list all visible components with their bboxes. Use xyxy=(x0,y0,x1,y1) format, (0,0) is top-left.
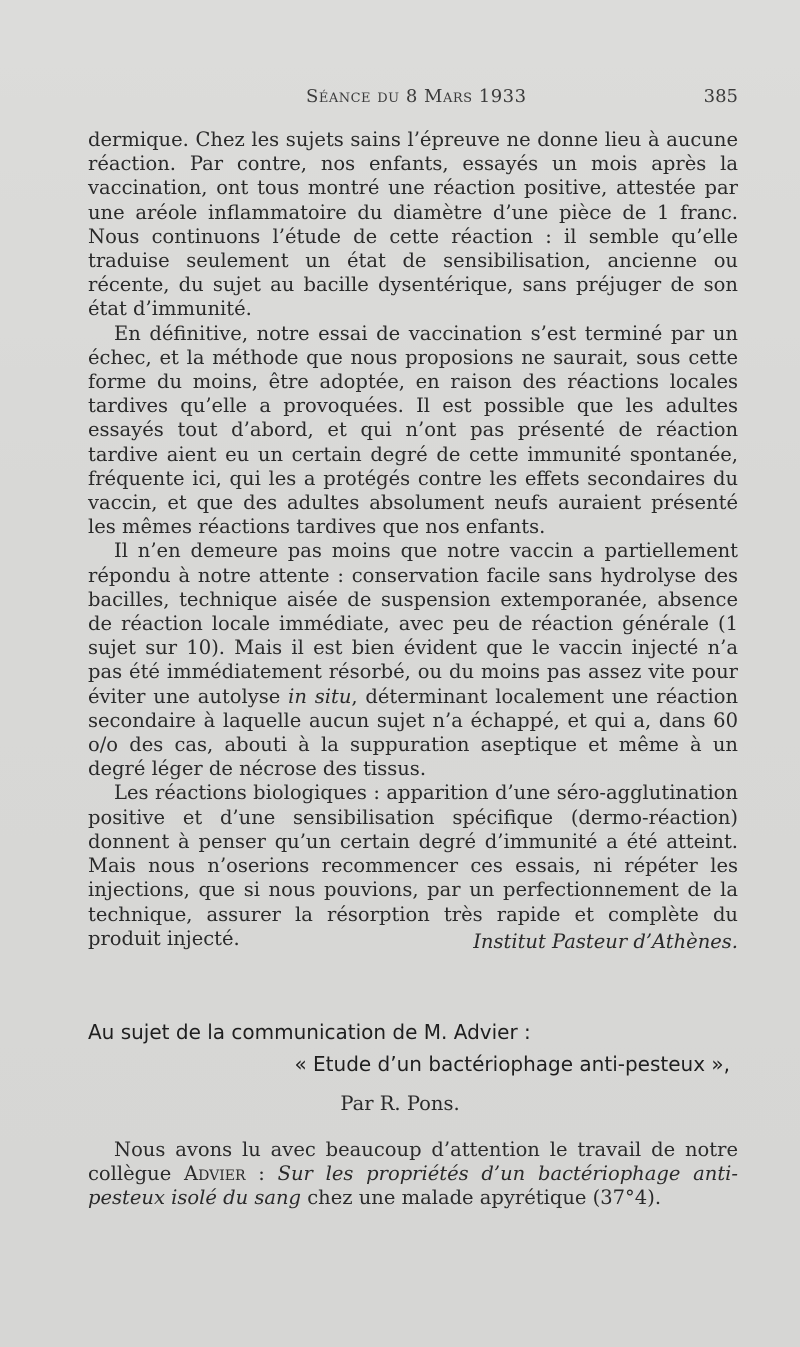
running-header xyxy=(88,86,738,116)
article-title xyxy=(88,1016,738,1080)
signature: Institut Pasteur d’Athènes. xyxy=(473,930,738,953)
paragraph-text: Nous avons lu avec beaucoup d’attention le travail de notre collègue xyxy=(88,1138,738,1186)
paragraph: En définitive, notre essai de vaccination s’est terminé par un échec, et la méthode que nous proposions ne saurait, sous cette forme du moins, être adoptée, en raison des réactions locales tardives qu’elle a provoquées. Il est possible que les adultes essayés tout d’abord, et qui n’ont pas présenté de réaction tardive aient eu un certain degré de cette immunité spontanée, fréquente ici, qui les a protégés contre les effets secondaires du vaccin, et que des adultes absolument neufs auraient présenté les mêmes réactions tardives que nos enfants. xyxy=(88,321,738,539)
running-title: Séance du 8 Mars 1933 xyxy=(306,86,527,107)
paragraph-text: chez une malade apyrétique (37°4). xyxy=(301,1186,662,1210)
body-text xyxy=(88,128,738,951)
cited-title: Sur les propriétés d’un bactériophage anti-pesteux isolé du sang xyxy=(88,1162,738,1210)
paragraph: dermique. Chez les sujets sains l’épreuve ne donne lieu à aucune réaction. Par contre, nos enfants, essayés un mois après la vaccination, ont tous montré une réaction positive, attestée par une aréole inflammatoire du diamètre d’une pièce de 1 franc. Nous continuons l’étude de cette réaction : il semble qu’elle traduise seulement un état de sensibilisation, ancienne ou récente, du sujet au bacille dysentérique, sans préjuger de son état d’immunité. xyxy=(88,128,738,321)
paragraph xyxy=(88,1138,738,1211)
article-title-line: « Etude d’un bactériophage anti-pesteux », xyxy=(294,1052,730,1076)
paragraph: Les réactions biologiques : apparition d’une séro-agglutination positive et d’une sensibilisation spécifique (dermo-réaction) donnent à penser qu’un certain degré d’immunité a été atteint. Mais nous n’oserions recommencer ces essais, ni répéter les injections, que si nous pouvions, par un perfectionnement de la technique, assurer la résorption très rapide et complète du produit injecté. xyxy=(88,781,738,950)
article-intro xyxy=(88,1138,738,1211)
paragraph xyxy=(88,539,738,781)
paragraph-text: , déterminant localement une réaction secondaire à laquelle aucun sujet n’a échappé, et qui a, dans 60 o/o des cas, abouti à la suppuration aseptique et même à un degré léger de nécrose des tissus. xyxy=(88,684,739,781)
paragraph-text: Il n’en demeure pas moins que notre vaccin a partiellement répondu à notre attente : conservation facile sans hydrolyse des bacilles, technique aisée de suspension extemporanée, absence de réaction locale immédiate, avec peu de réaction générale (1 sujet sur 10). Mais il est bien évident que le vaccin injecté n’a pas été immédiatement résorbé, ou du moins pas assez vite pour éviter une autolyse xyxy=(88,539,738,708)
article-author: Par R. Pons. xyxy=(340,1092,460,1115)
paragraph-text: : xyxy=(245,1162,265,1186)
author-name: Advier xyxy=(184,1162,246,1186)
italic-term: in situ xyxy=(288,684,352,708)
page-number: 385 xyxy=(703,86,738,107)
article-title-line: Au sujet de la communication de M. Advier : xyxy=(88,1020,531,1044)
